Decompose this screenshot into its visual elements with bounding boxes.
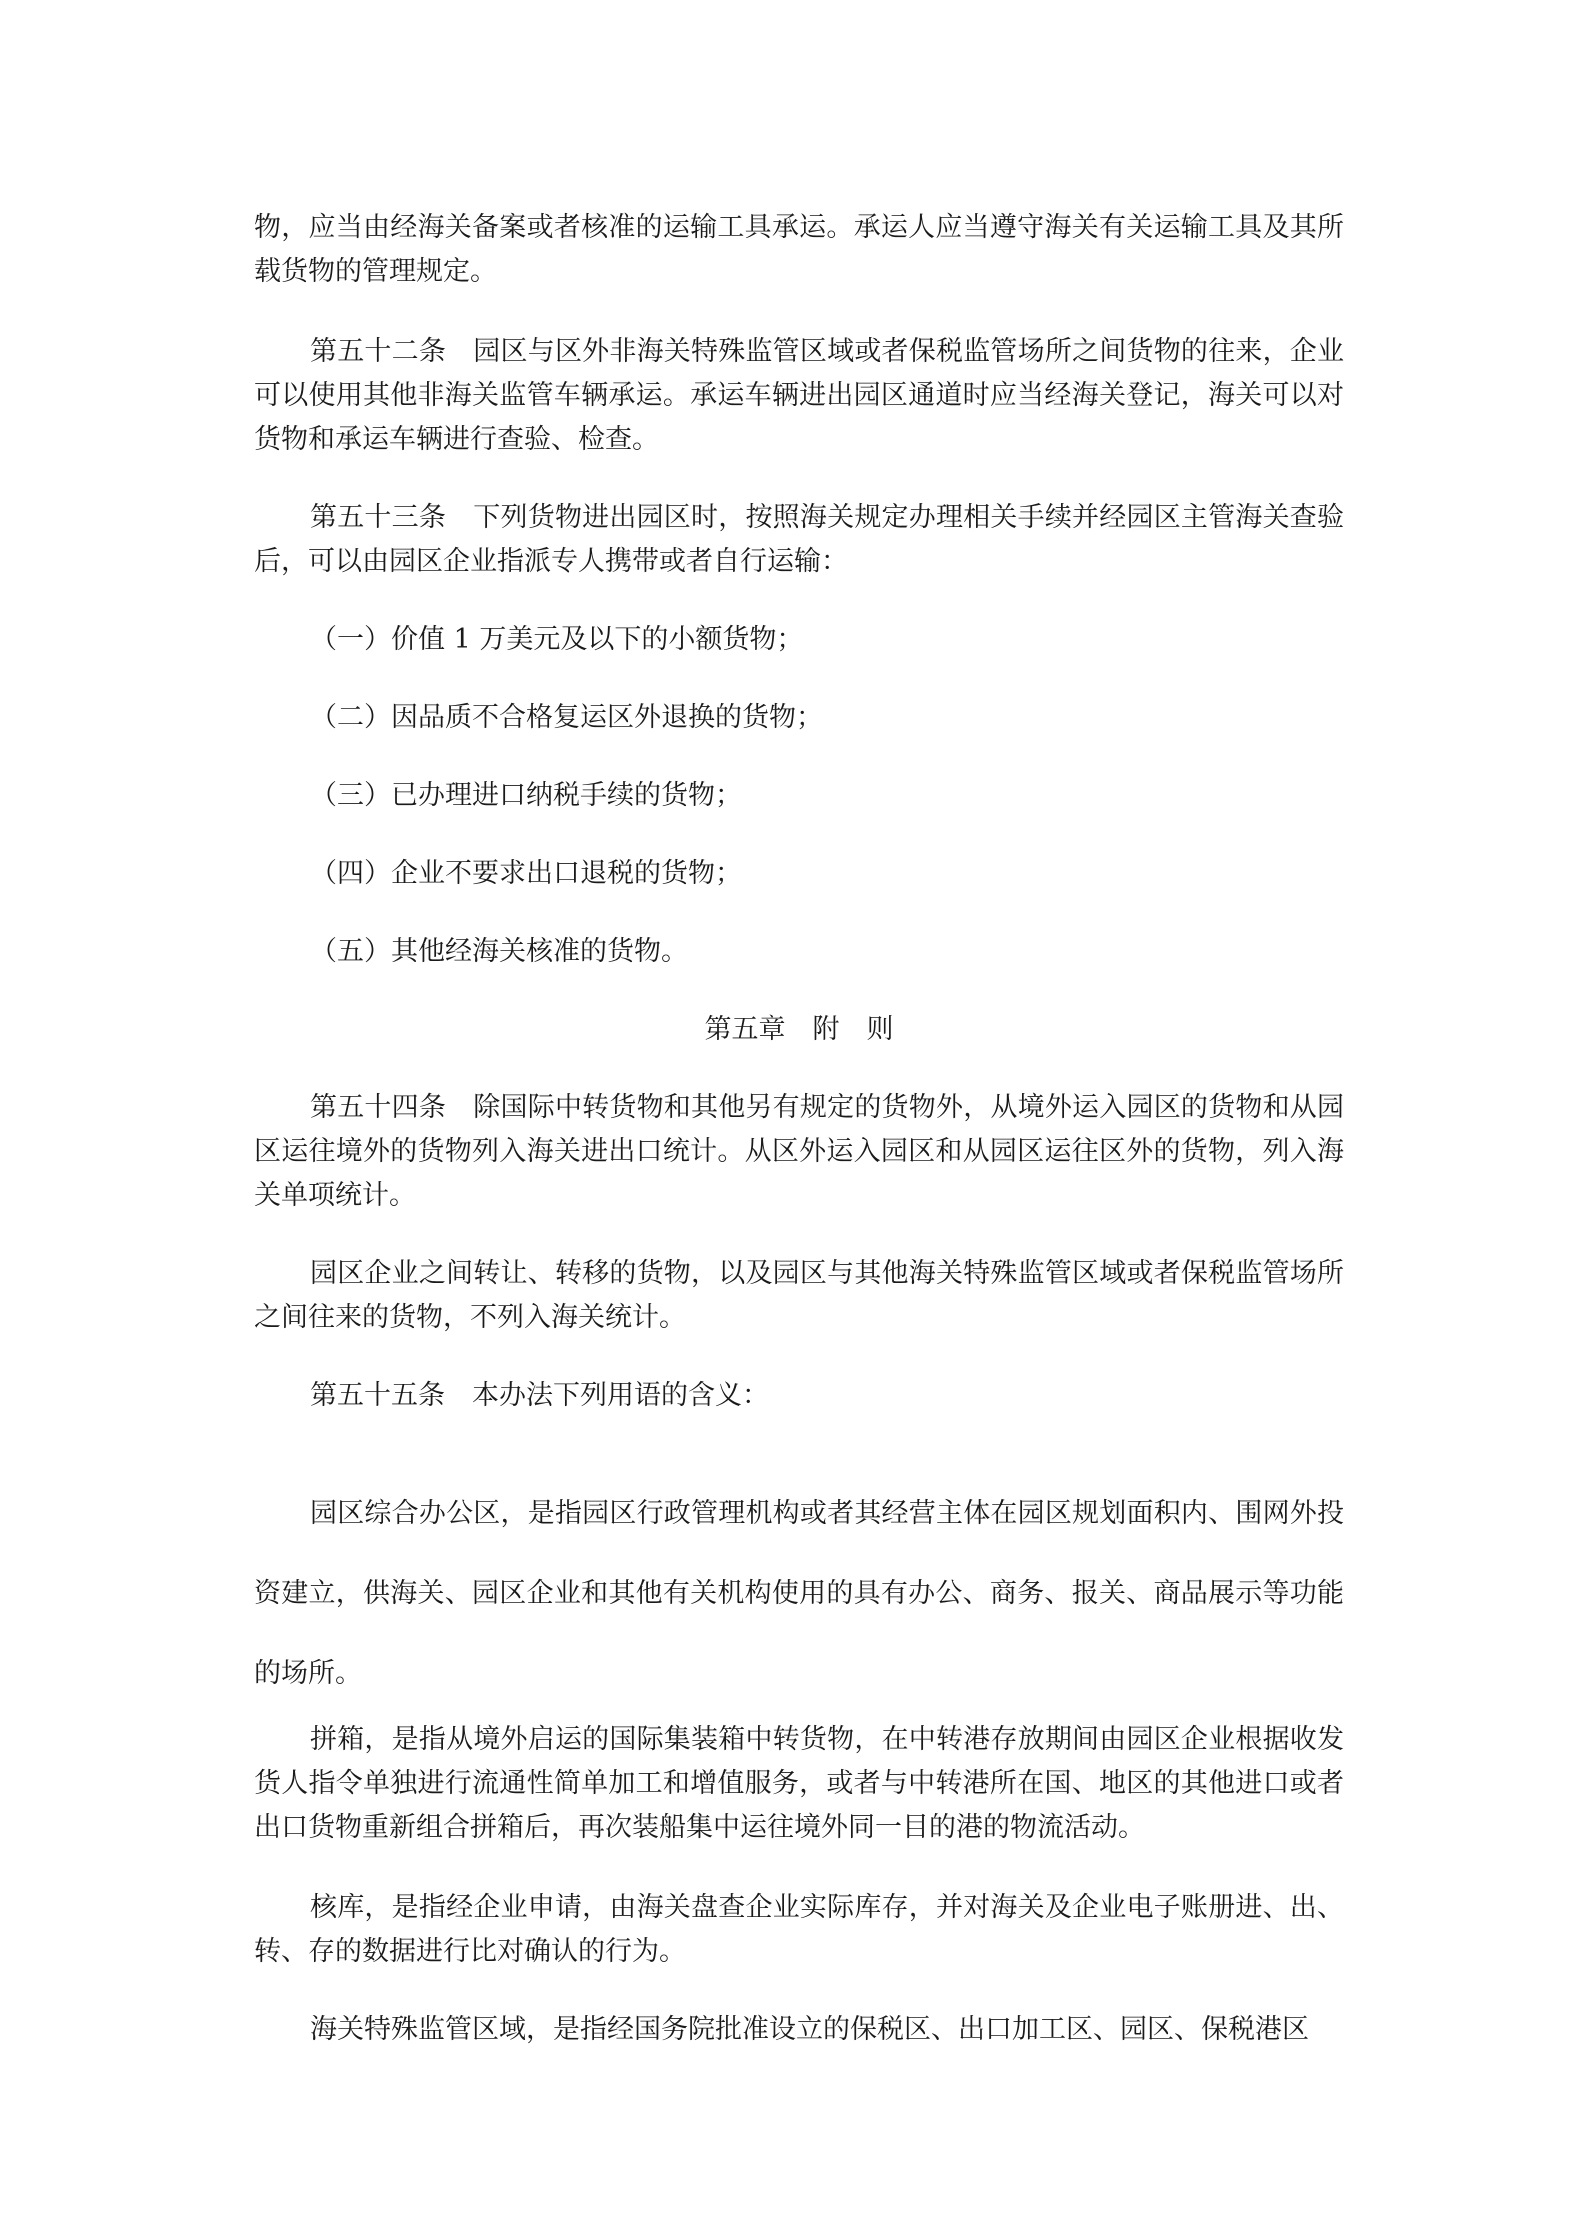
- article-52: 第五十二条 园区与区外非海关特殊监管区域或者保税监管场所之间货物的往来，企业可以使用其他非海关监管车辆承运。承运车辆进出园区通道时应当经海关登记，海关可以对货物和承运车辆进行查验、检查。: [254, 336, 1344, 455]
- paragraph-continuation: 物，应当由经海关备案或者核准的运输工具承运。承运人应当遵守海关有关运输工具及其所载货物的管理规定。: [254, 212, 1344, 287]
- chapter-heading: 第五章 附 则: [704, 1014, 894, 1045]
- definition-heku: 核库，是指经企业申请，由海关盘查企业实际库存，并对海关及企业电子账册进、出、转、存的数据进行比对确认的行为。: [254, 1892, 1344, 1967]
- definition-special-zone: 海关特殊监管区域，是指经国务院批准设立的保税区、出口加工区、园区、保税港区: [310, 2014, 1309, 2045]
- list-item-3: （三）已办理进口纳税手续的货物；: [310, 780, 742, 811]
- list-item-1: （一）价值 1 万美元及以下的小额货物；: [310, 624, 804, 655]
- list-item-2: （二）因品质不合格复运区外退换的货物；: [310, 702, 823, 733]
- article-54-paragraph-2: 园区企业之间转让、转移的货物，以及园区与其他海关特殊监管区域或者保税监管场所之间往来的货物，不列入海关统计。: [254, 1258, 1344, 1333]
- article-54: 第五十四条 除国际中转货物和其他另有规定的货物外，从境外运入园区的货物和从园区运往境外的货物列入海关进出口统计。从区外运入园区和从园区运往区外的货物，列入海关单项统计。: [254, 1092, 1344, 1211]
- definition-pinxiang: 拼箱，是指从境外启运的国际集装箱中转货物，在中转港存放期间由园区企业根据收发货人指令单独进行流通性简单加工和增值服务，或者与中转港所在国、地区的其他进口或者出口货物重新组合拼箱后，再次装船集中运往境外同一目的港的物流活动。: [254, 1724, 1344, 1843]
- list-item-5: （五）其他经海关核准的货物。: [310, 936, 688, 967]
- list-item-4: （四）企业不要求出口退税的货物；: [310, 858, 742, 889]
- definition-office-area: 园区综合办公区，是指园区行政管理机构或者其经营主体在园区规划面积内、围网外投资建立，供海关、园区企业和其他有关机构使用的具有办公、商务、报关、商品展示等功能的场所。: [254, 1498, 1344, 1689]
- article-53: 第五十三条 下列货物进出园区时，按照海关规定办理相关手续并经园区主管海关查验后，可以由园区企业指派专人携带或者自行运输：: [254, 502, 1344, 577]
- article-55: 第五十五条 本办法下列用语的含义：: [310, 1380, 769, 1411]
